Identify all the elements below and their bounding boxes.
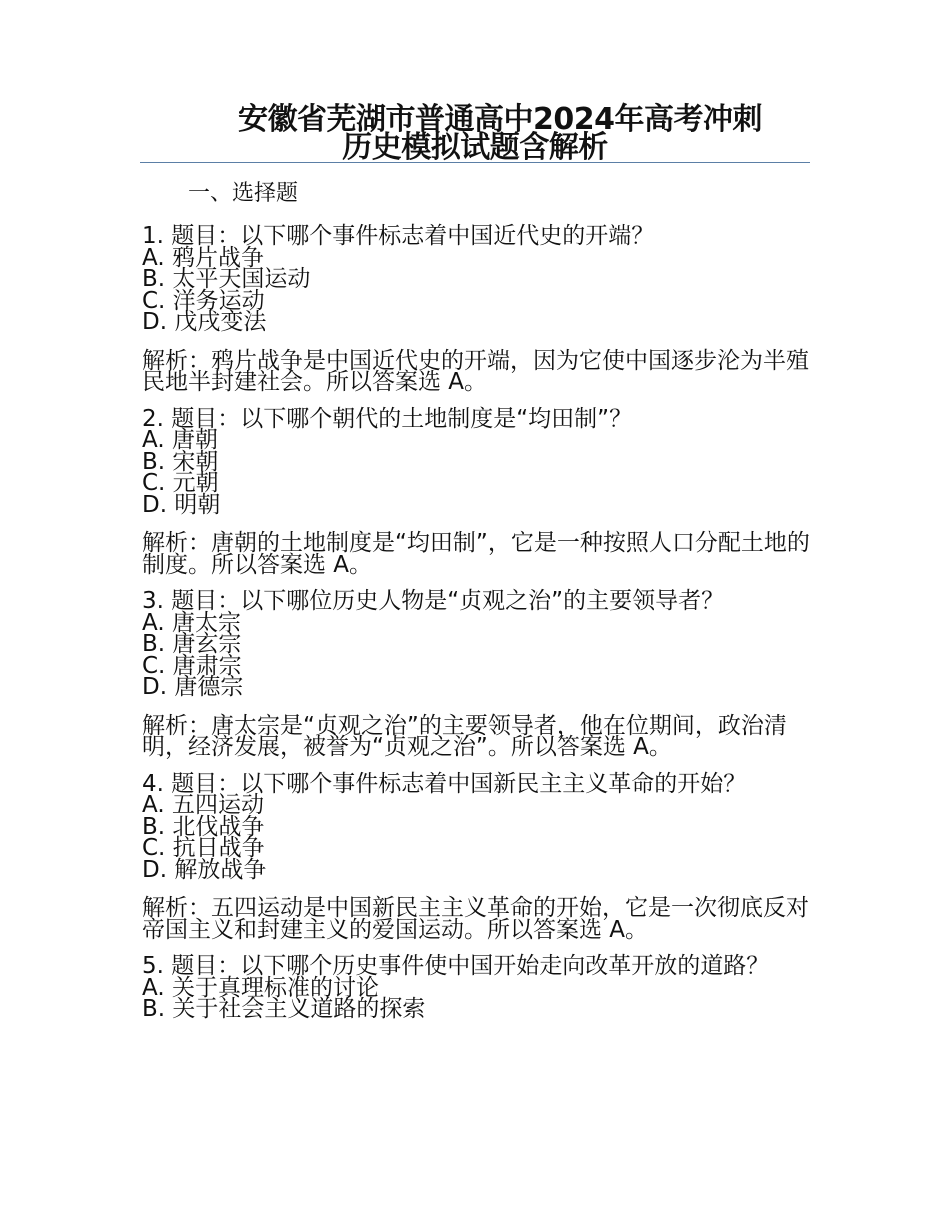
question-text: 5. 题目：以下哪个历史事件使中国开始走向改革开放的道路？ (142, 953, 770, 979)
question-4 (142, 770, 812, 943)
option-a: A. 五四运动 (142, 792, 264, 818)
option-a: A. 唐朝 (142, 427, 218, 453)
option-a: A. 唐太宗 (142, 609, 241, 636)
title-divider (140, 162, 810, 163)
analysis-text: 解析：五四运动是中国新民主主义革命的开始，它是一次彻底反对帝国主义和封建主义的爱国运动。所以答案选 A。 (142, 895, 809, 943)
analysis-text: 解析：唐朝的土地制度是“均田制”，它是一种按照人口分配土地的制度。所以答案选 A。 (142, 530, 810, 578)
option-b: B. 关于社会主义道路的探索 (142, 996, 426, 1022)
option-d: D. 明朝 (142, 491, 221, 518)
question-text: 2. 题目：以下哪个朝代的土地制度是“均田制”？ (142, 405, 633, 432)
option-a: A. 关于真理标准的讨论 (142, 974, 379, 1001)
analysis-text: 解析：唐太宗是“贞观之治”的主要领导者，他在位期间，政治清明，经济发展，被誉为“贞观之治”。所以答案选 A。 (142, 712, 787, 760)
option-b: B. 唐玄宗 (142, 631, 242, 657)
title-line-2: 历史模拟试题含解析 (342, 130, 608, 165)
option-d: D. 唐德宗 (142, 674, 244, 700)
option-c: C. 抗日战争 (142, 835, 265, 861)
option-c: C. 唐肃宗 (142, 652, 242, 679)
option-b: B. 北伐战争 (142, 813, 265, 840)
analysis-text: 解析：鸦片战争是中国近代史的开端，因为它使中国逐步沦为半殖民地半封建社会。所以答案选 A。 (142, 347, 809, 395)
question-3 (142, 588, 812, 760)
question-1 (142, 223, 812, 395)
option-c: C. 元朝 (142, 470, 219, 496)
question-text: 4. 题目：以下哪个事件标志着中国新民主主义革命的开始？ (142, 770, 747, 797)
question-2 (142, 405, 812, 578)
questions-list (142, 223, 812, 1022)
option-a: A. 鸦片战争 (142, 244, 264, 271)
question-5 (142, 953, 812, 1022)
option-c: C. 洋务运动 (142, 287, 265, 314)
question-text: 3. 题目：以下哪位历史人物是“贞观之治”的主要领导者？ (142, 588, 725, 614)
document-title (140, 102, 810, 165)
section-heading: 一、选择题 (188, 181, 299, 206)
question-text: 1. 题目：以下哪个事件标志着中国近代史的开端？ (142, 223, 655, 249)
option-d: D. 解放战争 (142, 856, 267, 883)
title-line-1: 安徽省芜湖市普通高中2024年高考冲刺 (238, 102, 762, 137)
option-d: D. 戊戌变法 (142, 309, 267, 335)
option-b: B. 太平天国运动 (142, 266, 311, 292)
option-b: B. 宋朝 (142, 448, 219, 475)
